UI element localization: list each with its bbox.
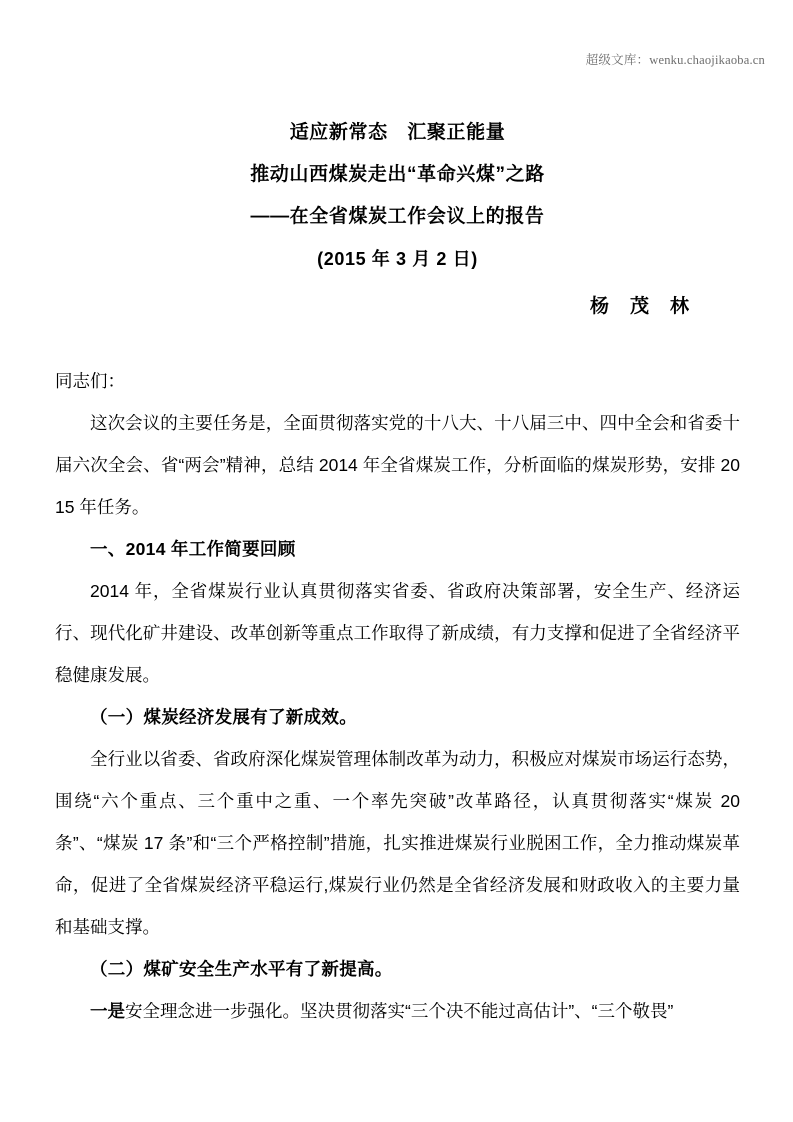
body-block — [55, 360, 740, 1032]
salutation: 同志们： — [55, 371, 125, 391]
author-name: 杨 茂 林 — [589, 296, 690, 317]
title-line-1: 适应新常态 汇聚正能量 — [289, 122, 506, 143]
subsection-1-heading: （一）煤炭经济发展有了新成效。 — [90, 707, 357, 727]
subsection-2-heading: （二）煤矿安全生产水平有了新提高。 — [90, 959, 393, 979]
title-line-2: 推动山西煤炭走出“革命兴煤”之路 — [250, 164, 545, 185]
title-date: (2015 年 3 月 2 日) — [317, 249, 478, 269]
subsection-2-paragraph-1-rest: 安全理念进一步强化。坚决贯彻落实“三个决不能过高估计”、“三个敬畏” — [125, 1001, 674, 1021]
intro-paragraph: 这次会议的主要任务是，全面贯彻落实党的十八大、十八届三中、四中全会和省委十届六次全会、省“两会”精神，总结 2014 年全省煤炭工作，分析面临的煤炭形势，安排 2015 年任务。 — [55, 413, 740, 517]
subsection-1-paragraph-1: 全行业以省委、省政府深化煤炭管理体制改革为动力，积极应对煤炭市场运行态势，围绕“六个重点、三个重中之重、一个率先突破”改革路径，认真贯彻落实“煤炭 20 条”、“煤炭 17 条”和“三个严格控制”措施，扎实推进煤炭行业脱困工作，全力推动煤炭革命，促进了全省煤炭经济平稳运行,煤炭行业仍然是全省经济发展和财政收入的主要力量和基础支撑。 — [55, 749, 740, 937]
title-line-3-subtitle: ——在全省煤炭工作会议上的报告 — [250, 206, 545, 227]
watermark-text: 超级文库：wenku.chaojikaoba.cn — [585, 53, 765, 67]
title-block — [55, 112, 740, 328]
section-1-paragraph-1: 2014 年，全省煤炭行业认真贯彻落实省委、省政府决策部署，安全生产、经济运行、现代化矿井建设、改革创新等重点工作取得了新成绩，有力支撑和促进了全省经济平稳健康发展。 — [55, 581, 740, 685]
subsection-2-paragraph-1-lead: 一是 — [90, 1001, 125, 1021]
subsection-2-paragraph-1 — [55, 990, 740, 1032]
document-content — [55, 0, 740, 1032]
section-1-heading: 一、2014 年工作简要回顾 — [90, 539, 296, 559]
